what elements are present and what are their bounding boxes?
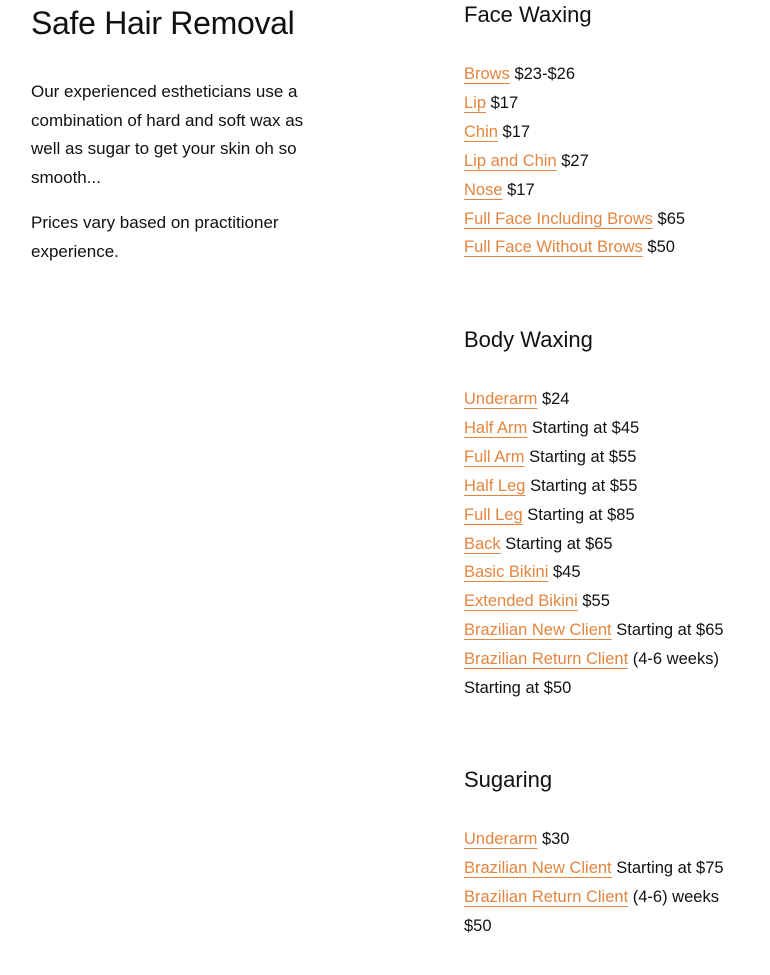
service-link[interactable]: Full Arm	[464, 447, 525, 466]
service-price: Starting at $85	[527, 505, 635, 524]
service-link[interactable]: Half Leg	[464, 476, 526, 495]
list-item	[464, 118, 754, 147]
service-link[interactable]: Brazilian Return Client	[464, 650, 629, 669]
list-item	[464, 558, 754, 587]
list-item	[464, 587, 754, 616]
service-link[interactable]: Half Arm	[464, 418, 528, 437]
service-price: (4-6) weeks $50	[464, 887, 719, 935]
body-waxing-title: Body Waxing	[464, 327, 593, 352]
service-link[interactable]: Brazilian Return Client	[464, 887, 629, 906]
list-item	[464, 501, 754, 530]
list-item	[464, 414, 754, 443]
service-link[interactable]: Chin	[464, 122, 498, 141]
service-price: $55	[582, 592, 610, 611]
service-link[interactable]: Full Face Without Brows	[464, 238, 643, 257]
service-link[interactable]: Lip	[464, 93, 487, 112]
pricing-note: Prices vary based on practitioner experience.	[31, 212, 279, 261]
list-item	[464, 616, 754, 645]
face-waxing-section	[464, 0, 754, 262]
service-link[interactable]: Underarm	[464, 390, 538, 408]
service-link[interactable]: Full Leg	[464, 505, 523, 524]
list-item	[464, 176, 754, 205]
page-title: Safe Hair Removal	[31, 5, 295, 41]
service-price: $17	[490, 93, 519, 112]
list-item	[464, 205, 754, 234]
service-price: Starting at $65	[505, 534, 613, 553]
service-price: $17	[502, 122, 531, 141]
service-link[interactable]: Lip and Chin	[464, 151, 557, 170]
body-waxing-section	[464, 325, 754, 703]
service-price: Starting at $55	[529, 447, 637, 466]
list-item	[464, 233, 754, 262]
service-link[interactable]: Extended Bikini	[464, 592, 578, 611]
service-link[interactable]: Nose	[464, 180, 503, 199]
sugaring-list	[464, 825, 754, 941]
body-waxing-list	[464, 385, 754, 703]
list-item	[464, 530, 754, 559]
service-price: $30	[541, 830, 570, 848]
service-price: $27	[561, 151, 589, 170]
service-link[interactable]: Brazilian New Client	[464, 621, 612, 640]
service-link[interactable]: Brows	[464, 65, 510, 83]
service-price: $17	[507, 180, 535, 199]
service-price: $24	[541, 390, 570, 408]
face-waxing-list	[464, 60, 754, 262]
service-link[interactable]: Basic Bikini	[464, 563, 549, 582]
list-item	[464, 89, 754, 118]
service-price: $45	[552, 563, 581, 582]
service-price: (4-6 weeks) Starting at $50	[464, 650, 719, 698]
intro-column	[31, 0, 306, 266]
list-item	[464, 60, 754, 89]
service-price: $23-$26	[514, 65, 575, 83]
list-item	[464, 883, 734, 941]
list-item	[464, 645, 734, 703]
service-link[interactable]: Back	[464, 534, 501, 553]
service-link[interactable]: Underarm	[464, 830, 538, 848]
list-item	[464, 385, 754, 414]
service-price: Starting at $55	[530, 476, 638, 495]
face-waxing-title: Face Waxing	[464, 2, 592, 27]
service-price: $50	[647, 238, 675, 257]
list-item	[464, 825, 754, 854]
list-item	[464, 472, 754, 501]
service-link[interactable]: Full Face Including Brows	[464, 209, 653, 228]
sugaring-section	[464, 765, 754, 941]
service-price: Starting at $45	[531, 418, 640, 437]
service-price: $65	[657, 209, 686, 228]
list-item	[464, 147, 754, 176]
sugaring-title: Sugaring	[464, 767, 553, 792]
list-item	[464, 443, 754, 472]
service-price: Starting at $75	[616, 858, 724, 877]
service-price: Starting at $65	[616, 621, 724, 640]
intro-text: Our experienced estheticians use a combination of hard and soft wax as well as sugar to get your skin oh so smooth...	[31, 82, 304, 188]
service-link[interactable]: Brazilian New Client	[464, 858, 612, 877]
list-item	[464, 854, 754, 883]
